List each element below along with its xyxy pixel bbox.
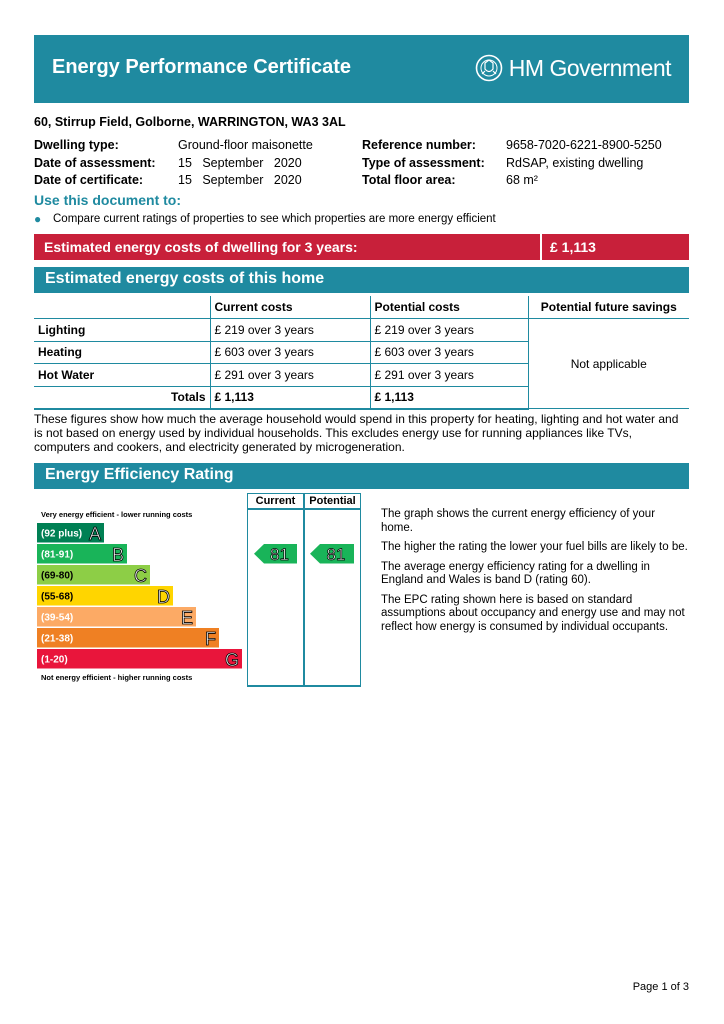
use-document-heading: Use this document to: — [34, 192, 182, 208]
costs-table — [34, 296, 689, 410]
totals-potential: £ 1,113 — [370, 386, 528, 409]
costs-section-heading: Estimated energy costs of this home — [34, 267, 689, 293]
totals-label: Totals — [34, 386, 210, 409]
band-letter-c: C — [134, 566, 147, 586]
detail-label: Reference number: — [362, 138, 476, 152]
band-range-b: (81-91) — [41, 549, 74, 561]
potential-cost: £ 291 over 3 years — [370, 364, 528, 387]
potential-rating-value: 81 — [326, 545, 346, 564]
potential-column-header: Potential — [309, 495, 356, 507]
detail-row — [362, 156, 662, 174]
estimated-cost-label: Estimated energy costs of dwelling for 3 years: — [34, 234, 542, 260]
energy-rating-chart — [34, 493, 364, 689]
potential-cost: £ 219 over 3 years — [370, 319, 528, 342]
detail-value: 9658-7020-6221-8900-5250 — [506, 138, 662, 152]
band-range-e: (39-54) — [41, 612, 74, 624]
table-header-row — [34, 296, 689, 319]
detail-value: Ground-floor maisonette — [178, 138, 313, 152]
detail-row — [362, 138, 662, 156]
page-title: Energy Performance Certificate — [52, 56, 352, 78]
band-letter-d: D — [157, 587, 170, 607]
efficiency-explanation — [381, 508, 689, 640]
potential-savings: Not applicable — [528, 319, 689, 409]
explanation-paragraph: The average energy efficiency rating for a dwelling in England and Wales is band D (rating 60). — [381, 560, 650, 586]
detail-label: Type of assessment: — [362, 155, 485, 170]
detail-value: 15 September 2020 — [178, 173, 302, 187]
royal-crest-icon — [475, 54, 503, 82]
band-bar-g — [37, 649, 242, 669]
band-letter-e: E — [180, 608, 193, 628]
current-rating-value: 81 — [270, 545, 289, 564]
potential-cost: £ 603 over 3 years — [370, 341, 528, 364]
band-letter-a: A — [88, 524, 101, 544]
estimated-cost-banner — [34, 234, 689, 260]
hm-government-text: HM Government — [508, 54, 671, 81]
band-letter-b: B — [111, 545, 124, 565]
page-number: Page 1 of 3 — [632, 981, 689, 993]
detail-label: Total floor area: — [362, 173, 456, 187]
column-header-current: Current costs — [210, 296, 370, 319]
efficiency-section-heading: Energy Efficiency Rating — [34, 463, 689, 489]
details-left — [34, 138, 313, 191]
details-right — [362, 138, 662, 191]
column-header-empty — [34, 296, 210, 319]
band-letter-f: F — [205, 629, 216, 649]
detail-label: Date of assessment: — [34, 155, 156, 170]
band-letter-g: G — [224, 650, 239, 670]
detail-row — [34, 156, 313, 174]
row-label: Heating — [34, 341, 210, 364]
current-cost: £ 291 over 3 years — [210, 364, 370, 387]
column-header-savings: Potential future savings — [528, 296, 689, 319]
table-row — [34, 319, 689, 342]
current-column-header: Current — [255, 495, 296, 507]
row-label: Lighting — [34, 319, 210, 342]
detail-row — [34, 173, 313, 191]
detail-row — [34, 138, 313, 156]
hm-government-logo — [475, 53, 671, 83]
detail-value: 68 m² — [506, 173, 538, 187]
bullet-text: Compare current ratings of properties to see which properties are more energy efficient — [53, 213, 496, 225]
top-efficiency-label: Very energy efficient - lower running costs — [41, 510, 193, 519]
bullet-icon: ● — [34, 212, 42, 226]
current-cost: £ 603 over 3 years — [210, 341, 370, 364]
detail-label: Dwelling type: — [34, 138, 119, 152]
band-range-a: (92 plus) — [41, 528, 83, 540]
detail-label: Date of certificate: — [34, 173, 144, 187]
estimated-cost-value: £ 1,113 — [550, 239, 596, 255]
explanation-paragraph: The graph shows the current energy efficiency of your home. — [381, 508, 656, 534]
explanation-paragraph: The higher the rating the lower your fuel bills are likely to be. — [381, 541, 688, 553]
band-range-g: (1-20) — [41, 654, 68, 666]
row-label: Hot Water — [34, 364, 210, 387]
totals-current: £ 1,113 — [210, 386, 370, 409]
explanation-paragraph: The EPC rating shown here is based on standard assumptions about occupancy and energy use and may not reflect how energy is consumed by individual occupants. — [381, 593, 685, 633]
band-range-c: (69-80) — [41, 570, 74, 582]
current-cost: £ 219 over 3 years — [210, 319, 370, 342]
use-document-bullet — [34, 212, 496, 226]
detail-value: 15 September 2020 — [178, 155, 302, 170]
property-address: 60, Stirrup Field, Golborne, WARRINGTON, WA3 3AL — [34, 115, 346, 129]
detail-row — [362, 173, 662, 191]
column-header-potential: Potential costs — [370, 296, 528, 319]
costs-note: These figures show how much the average household would spend in this property for heating, lighting and hot water and is not based on energy used by individual households. This excludes energy use for running appliances like TVs, computers and cookers, and electricity generated by microgeneration. — [34, 412, 679, 454]
band-range-d: (55-68) — [41, 591, 74, 603]
band-range-f: (21-38) — [41, 633, 74, 645]
bottom-efficiency-label: Not energy efficient - higher running costs — [41, 673, 193, 682]
detail-value: RdSAP, existing dwelling — [506, 155, 644, 170]
header-banner — [34, 35, 689, 103]
